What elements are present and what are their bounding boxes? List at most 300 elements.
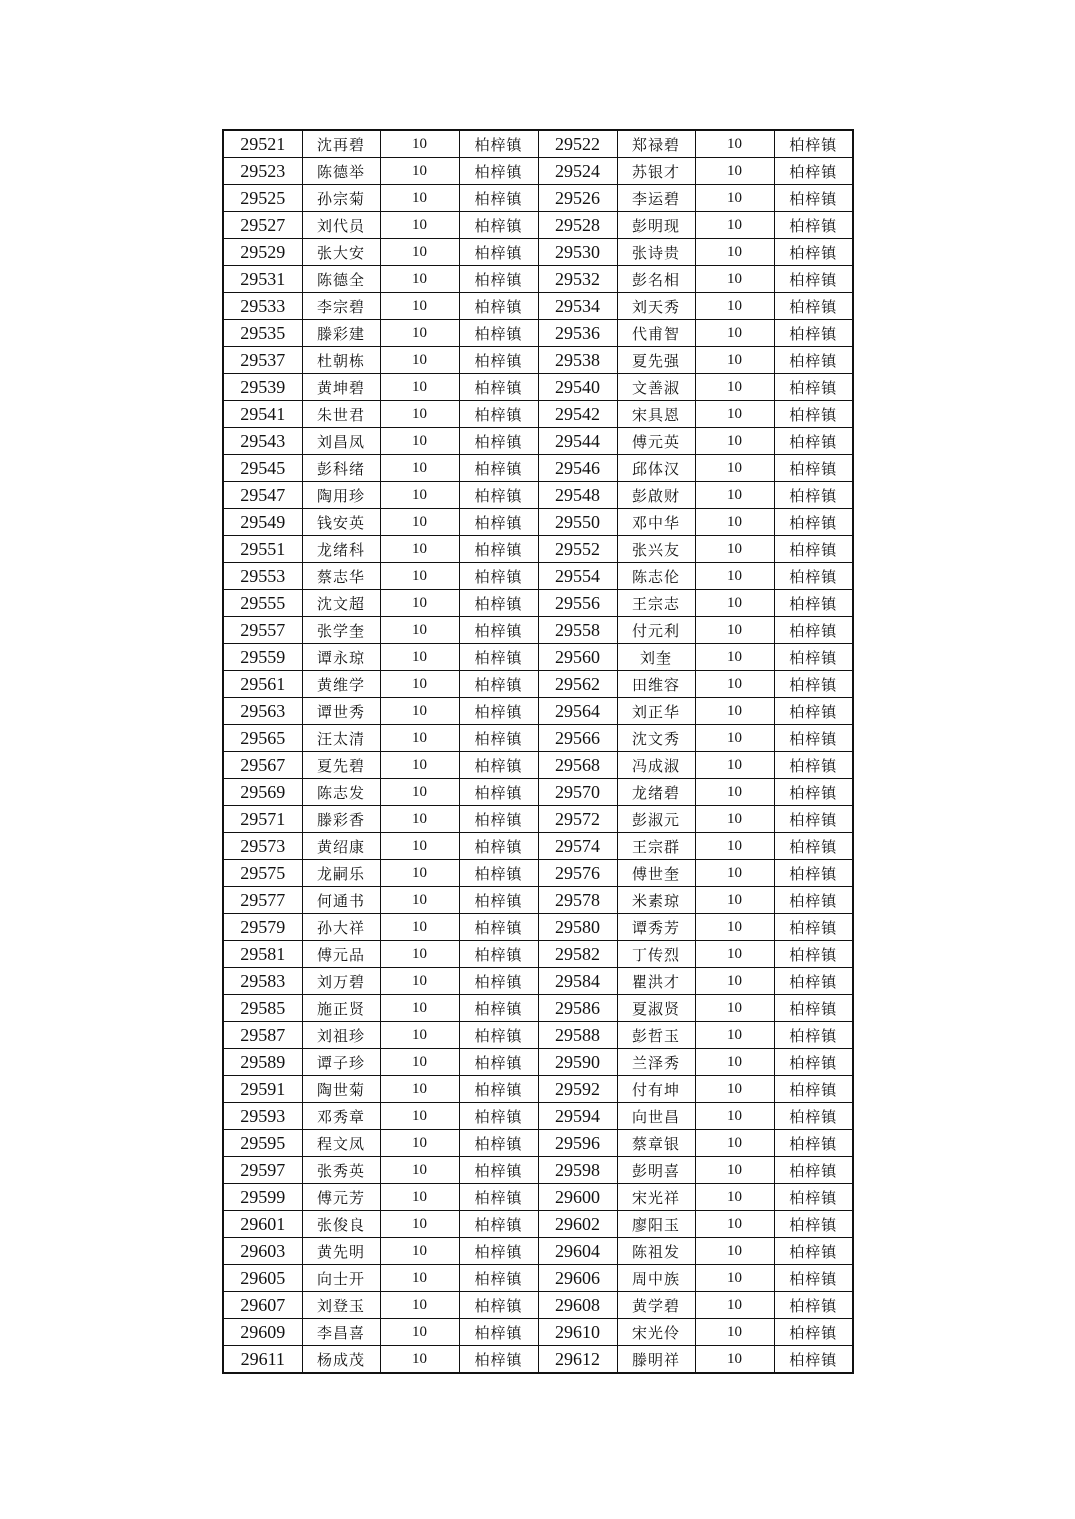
table-row [223,428,853,455]
record-number-cell: 29594 [538,1103,617,1130]
record-number-cell: 29573 [223,833,302,860]
town-name-cell: 柏梓镇 [774,1076,853,1103]
amount-cell: 10 [695,1184,774,1211]
record-number-cell: 29572 [538,806,617,833]
amount-cell: 10 [380,158,459,185]
record-number-cell: 29542 [538,401,617,428]
town-name-cell: 柏梓镇 [459,806,538,833]
amount-cell: 10 [380,806,459,833]
person-name-cell: 刘昌凤 [302,428,380,455]
record-number-cell: 29525 [223,185,302,212]
amount-cell: 10 [695,590,774,617]
table-row [223,1211,853,1238]
record-number-cell: 29575 [223,860,302,887]
record-number-cell: 29536 [538,320,617,347]
town-name-cell: 柏梓镇 [774,671,853,698]
town-name-cell: 柏梓镇 [459,1346,538,1374]
record-number-cell: 29591 [223,1076,302,1103]
person-name-cell: 宋光伶 [617,1319,695,1346]
table-row [223,1130,853,1157]
town-name-cell: 柏梓镇 [774,644,853,671]
town-name-cell: 柏梓镇 [459,185,538,212]
town-name-cell: 柏梓镇 [459,1103,538,1130]
record-number-cell: 29599 [223,1184,302,1211]
amount-cell: 10 [380,887,459,914]
town-name-cell: 柏梓镇 [774,563,853,590]
person-name-cell: 冯成淑 [617,752,695,779]
town-name-cell: 柏梓镇 [774,130,853,158]
town-name-cell: 柏梓镇 [774,212,853,239]
town-name-cell: 柏梓镇 [459,1076,538,1103]
record-number-cell: 29561 [223,671,302,698]
person-name-cell: 蔡章银 [617,1130,695,1157]
town-name-cell: 柏梓镇 [459,130,538,158]
town-name-cell: 柏梓镇 [774,1184,853,1211]
amount-cell: 10 [695,455,774,482]
amount-cell: 10 [695,428,774,455]
amount-cell: 10 [695,968,774,995]
town-name-cell: 柏梓镇 [774,1238,853,1265]
person-name-cell: 彭名相 [617,266,695,293]
person-name-cell: 邱体汉 [617,455,695,482]
person-name-cell: 付元利 [617,617,695,644]
town-name-cell: 柏梓镇 [774,401,853,428]
amount-cell: 10 [380,1346,459,1374]
record-number-cell: 29600 [538,1184,617,1211]
town-name-cell: 柏梓镇 [459,158,538,185]
town-name-cell: 柏梓镇 [459,590,538,617]
record-number-cell: 29593 [223,1103,302,1130]
amount-cell: 10 [380,293,459,320]
table-row [223,509,853,536]
amount-cell: 10 [380,185,459,212]
person-name-cell: 陶用珍 [302,482,380,509]
person-name-cell: 张诗贵 [617,239,695,266]
record-number-cell: 29590 [538,1049,617,1076]
amount-cell: 10 [380,482,459,509]
town-name-cell: 柏梓镇 [459,941,538,968]
amount-cell: 10 [695,482,774,509]
table-row [223,1022,853,1049]
record-number-cell: 29557 [223,617,302,644]
person-name-cell: 张大安 [302,239,380,266]
record-number-cell: 29560 [538,644,617,671]
person-name-cell: 夏先强 [617,347,695,374]
amount-cell: 10 [380,914,459,941]
record-number-cell: 29576 [538,860,617,887]
person-name-cell: 朱世君 [302,401,380,428]
amount-cell: 10 [695,752,774,779]
amount-cell: 10 [695,1103,774,1130]
town-name-cell: 柏梓镇 [459,995,538,1022]
town-name-cell: 柏梓镇 [459,644,538,671]
record-number-cell: 29585 [223,995,302,1022]
record-number-cell: 29610 [538,1319,617,1346]
table-row [223,239,853,266]
record-number-cell: 29608 [538,1292,617,1319]
amount-cell: 10 [380,536,459,563]
person-name-cell: 黄维学 [302,671,380,698]
table-row [223,914,853,941]
person-name-cell: 彭哲玉 [617,1022,695,1049]
record-number-cell: 29540 [538,374,617,401]
town-name-cell: 柏梓镇 [774,185,853,212]
town-name-cell: 柏梓镇 [774,536,853,563]
record-number-cell: 29534 [538,293,617,320]
person-name-cell: 宋光祥 [617,1184,695,1211]
record-number-cell: 29556 [538,590,617,617]
table-row [223,482,853,509]
town-name-cell: 柏梓镇 [774,482,853,509]
person-name-cell: 程文凤 [302,1130,380,1157]
amount-cell: 10 [695,158,774,185]
record-number-cell: 29532 [538,266,617,293]
amount-cell: 10 [380,1184,459,1211]
record-number-cell: 29547 [223,482,302,509]
record-number-cell: 29528 [538,212,617,239]
town-name-cell: 柏梓镇 [774,428,853,455]
table-row [223,1076,853,1103]
amount-cell: 10 [695,320,774,347]
person-name-cell: 丁传烈 [617,941,695,968]
town-name-cell: 柏梓镇 [459,293,538,320]
record-number-cell: 29578 [538,887,617,914]
amount-cell: 10 [695,1319,774,1346]
person-name-cell: 谭秀芳 [617,914,695,941]
town-name-cell: 柏梓镇 [774,698,853,725]
person-name-cell: 刘登玉 [302,1292,380,1319]
town-name-cell: 柏梓镇 [459,1049,538,1076]
amount-cell: 10 [695,212,774,239]
table-row [223,130,853,158]
record-number-cell: 29537 [223,347,302,374]
person-name-cell: 钱安英 [302,509,380,536]
table-row [223,563,853,590]
record-number-cell: 29550 [538,509,617,536]
town-name-cell: 柏梓镇 [774,320,853,347]
record-number-cell: 29552 [538,536,617,563]
person-name-cell: 瞿洪才 [617,968,695,995]
amount-cell: 10 [695,401,774,428]
amount-cell: 10 [695,509,774,536]
record-number-cell: 29605 [223,1265,302,1292]
table-row [223,374,853,401]
town-name-cell: 柏梓镇 [774,1049,853,1076]
town-name-cell: 柏梓镇 [774,239,853,266]
person-name-cell: 彭明喜 [617,1157,695,1184]
town-name-cell: 柏梓镇 [774,590,853,617]
town-name-cell: 柏梓镇 [774,617,853,644]
person-name-cell: 汪太清 [302,725,380,752]
person-name-cell: 龙绪碧 [617,779,695,806]
person-name-cell: 陈志发 [302,779,380,806]
person-name-cell: 张兴友 [617,536,695,563]
amount-cell: 10 [695,887,774,914]
person-name-cell: 滕彩香 [302,806,380,833]
amount-cell: 10 [695,347,774,374]
town-name-cell: 柏梓镇 [459,509,538,536]
amount-cell: 10 [380,1103,459,1130]
person-name-cell: 谭永琼 [302,644,380,671]
amount-cell: 10 [695,1022,774,1049]
person-name-cell: 滕彩建 [302,320,380,347]
record-number-cell: 29569 [223,779,302,806]
record-number-cell: 29527 [223,212,302,239]
person-name-cell: 张俊良 [302,1211,380,1238]
person-name-cell: 王宗群 [617,833,695,860]
person-name-cell: 苏银才 [617,158,695,185]
amount-cell: 10 [380,347,459,374]
person-name-cell: 向世昌 [617,1103,695,1130]
record-number-cell: 29577 [223,887,302,914]
amount-cell: 10 [695,536,774,563]
town-name-cell: 柏梓镇 [459,833,538,860]
amount-cell: 10 [380,1049,459,1076]
table-row [223,860,853,887]
record-number-cell: 29533 [223,293,302,320]
town-name-cell: 柏梓镇 [774,779,853,806]
person-name-cell: 蔡志华 [302,563,380,590]
amount-cell: 10 [695,293,774,320]
amount-cell: 10 [695,1265,774,1292]
amount-cell: 10 [695,1346,774,1374]
table-row [223,455,853,482]
table-row [223,1049,853,1076]
table-row [223,941,853,968]
person-name-cell: 田维容 [617,671,695,698]
amount-cell: 10 [380,995,459,1022]
town-name-cell: 柏梓镇 [774,509,853,536]
record-number-cell: 29582 [538,941,617,968]
record-number-cell: 29567 [223,752,302,779]
record-number-cell: 29596 [538,1130,617,1157]
record-number-cell: 29568 [538,752,617,779]
roster-body [223,130,853,1373]
town-name-cell: 柏梓镇 [459,212,538,239]
town-name-cell: 柏梓镇 [774,1211,853,1238]
record-number-cell: 29545 [223,455,302,482]
amount-cell: 10 [695,941,774,968]
amount-cell: 10 [380,401,459,428]
person-name-cell: 傅世奎 [617,860,695,887]
record-number-cell: 29553 [223,563,302,590]
table-row [223,995,853,1022]
record-number-cell: 29611 [223,1346,302,1374]
person-name-cell: 李昌喜 [302,1319,380,1346]
amount-cell: 10 [695,617,774,644]
record-number-cell: 29586 [538,995,617,1022]
table-row [223,590,853,617]
town-name-cell: 柏梓镇 [774,860,853,887]
record-number-cell: 29579 [223,914,302,941]
town-name-cell: 柏梓镇 [459,1292,538,1319]
amount-cell: 10 [695,239,774,266]
amount-cell: 10 [380,239,459,266]
amount-cell: 10 [380,698,459,725]
record-number-cell: 29583 [223,968,302,995]
person-name-cell: 黄坤碧 [302,374,380,401]
table-row [223,1346,853,1374]
amount-cell: 10 [695,266,774,293]
town-name-cell: 柏梓镇 [459,752,538,779]
record-number-cell: 29592 [538,1076,617,1103]
record-number-cell: 29571 [223,806,302,833]
person-name-cell: 付有坤 [617,1076,695,1103]
town-name-cell: 柏梓镇 [459,482,538,509]
person-name-cell: 廖阳玉 [617,1211,695,1238]
record-number-cell: 29607 [223,1292,302,1319]
amount-cell: 10 [695,1211,774,1238]
record-number-cell: 29551 [223,536,302,563]
town-name-cell: 柏梓镇 [459,1238,538,1265]
table-row [223,779,853,806]
record-number-cell: 29559 [223,644,302,671]
person-name-cell: 沈文秀 [617,725,695,752]
town-name-cell: 柏梓镇 [774,995,853,1022]
record-number-cell: 29563 [223,698,302,725]
town-name-cell: 柏梓镇 [459,887,538,914]
table-row [223,1292,853,1319]
town-name-cell: 柏梓镇 [774,1022,853,1049]
record-number-cell: 29587 [223,1022,302,1049]
town-name-cell: 柏梓镇 [459,914,538,941]
amount-cell: 10 [380,1022,459,1049]
person-name-cell: 张秀英 [302,1157,380,1184]
person-name-cell: 陶世菊 [302,1076,380,1103]
person-name-cell: 郑禄碧 [617,130,695,158]
person-name-cell: 何通书 [302,887,380,914]
town-name-cell: 柏梓镇 [774,914,853,941]
town-name-cell: 柏梓镇 [459,536,538,563]
town-name-cell: 柏梓镇 [459,1130,538,1157]
record-number-cell: 29539 [223,374,302,401]
record-number-cell: 29597 [223,1157,302,1184]
table-row [223,833,853,860]
person-name-cell: 傅元英 [617,428,695,455]
record-number-cell: 29558 [538,617,617,644]
record-number-cell: 29581 [223,941,302,968]
town-name-cell: 柏梓镇 [459,374,538,401]
amount-cell: 10 [380,941,459,968]
amount-cell: 10 [695,644,774,671]
person-name-cell: 龙嗣乐 [302,860,380,887]
table-row [223,1238,853,1265]
record-number-cell: 29521 [223,130,302,158]
record-number-cell: 29598 [538,1157,617,1184]
person-name-cell: 滕明祥 [617,1346,695,1374]
table-row [223,401,853,428]
amount-cell: 10 [695,1049,774,1076]
person-name-cell: 彭啟财 [617,482,695,509]
record-number-cell: 29554 [538,563,617,590]
person-name-cell: 周中族 [617,1265,695,1292]
amount-cell: 10 [380,644,459,671]
amount-cell: 10 [380,428,459,455]
amount-cell: 10 [695,1292,774,1319]
person-name-cell: 夏淑贤 [617,995,695,1022]
person-name-cell: 刘奎 [617,644,695,671]
person-name-cell: 杜朝栋 [302,347,380,374]
town-name-cell: 柏梓镇 [774,968,853,995]
town-name-cell: 柏梓镇 [774,1319,853,1346]
table-row [223,1319,853,1346]
person-name-cell: 王宗志 [617,590,695,617]
table-row [223,671,853,698]
person-name-cell: 孙宗菊 [302,185,380,212]
amount-cell: 10 [695,833,774,860]
record-number-cell: 29612 [538,1346,617,1374]
record-number-cell: 29562 [538,671,617,698]
table-row [223,266,853,293]
record-number-cell: 29548 [538,482,617,509]
person-name-cell: 邓中华 [617,509,695,536]
table-row [223,887,853,914]
amount-cell: 10 [380,509,459,536]
record-number-cell: 29570 [538,779,617,806]
town-name-cell: 柏梓镇 [774,1265,853,1292]
person-name-cell: 文善淑 [617,374,695,401]
town-name-cell: 柏梓镇 [774,158,853,185]
person-name-cell: 黄绍康 [302,833,380,860]
person-name-cell: 黄先明 [302,1238,380,1265]
amount-cell: 10 [695,725,774,752]
town-name-cell: 柏梓镇 [459,1265,538,1292]
person-name-cell: 谭子珍 [302,1049,380,1076]
person-name-cell: 彭明现 [617,212,695,239]
amount-cell: 10 [380,860,459,887]
amount-cell: 10 [695,563,774,590]
town-name-cell: 柏梓镇 [774,833,853,860]
amount-cell: 10 [380,374,459,401]
amount-cell: 10 [695,698,774,725]
table-row [223,968,853,995]
amount-cell: 10 [695,1130,774,1157]
person-name-cell: 刘祖珍 [302,1022,380,1049]
table-row [223,1157,853,1184]
town-name-cell: 柏梓镇 [774,1346,853,1374]
record-number-cell: 29588 [538,1022,617,1049]
person-name-cell: 夏先碧 [302,752,380,779]
record-number-cell: 29584 [538,968,617,995]
roster-table [222,129,854,1374]
record-number-cell: 29529 [223,239,302,266]
amount-cell: 10 [380,563,459,590]
town-name-cell: 柏梓镇 [459,428,538,455]
record-number-cell: 29609 [223,1319,302,1346]
person-name-cell: 陈志伦 [617,563,695,590]
person-name-cell: 张学奎 [302,617,380,644]
person-name-cell: 彭淑元 [617,806,695,833]
record-number-cell: 29601 [223,1211,302,1238]
table-row [223,644,853,671]
amount-cell: 10 [695,806,774,833]
town-name-cell: 柏梓镇 [774,887,853,914]
town-name-cell: 柏梓镇 [774,752,853,779]
amount-cell: 10 [695,1157,774,1184]
table-row [223,725,853,752]
record-number-cell: 29602 [538,1211,617,1238]
table-row [223,617,853,644]
town-name-cell: 柏梓镇 [774,374,853,401]
amount-cell: 10 [380,1238,459,1265]
town-name-cell: 柏梓镇 [774,455,853,482]
person-name-cell: 邓秀章 [302,1103,380,1130]
amount-cell: 10 [380,671,459,698]
table-row [223,212,853,239]
person-name-cell: 刘万碧 [302,968,380,995]
town-name-cell: 柏梓镇 [459,401,538,428]
amount-cell: 10 [380,1211,459,1238]
